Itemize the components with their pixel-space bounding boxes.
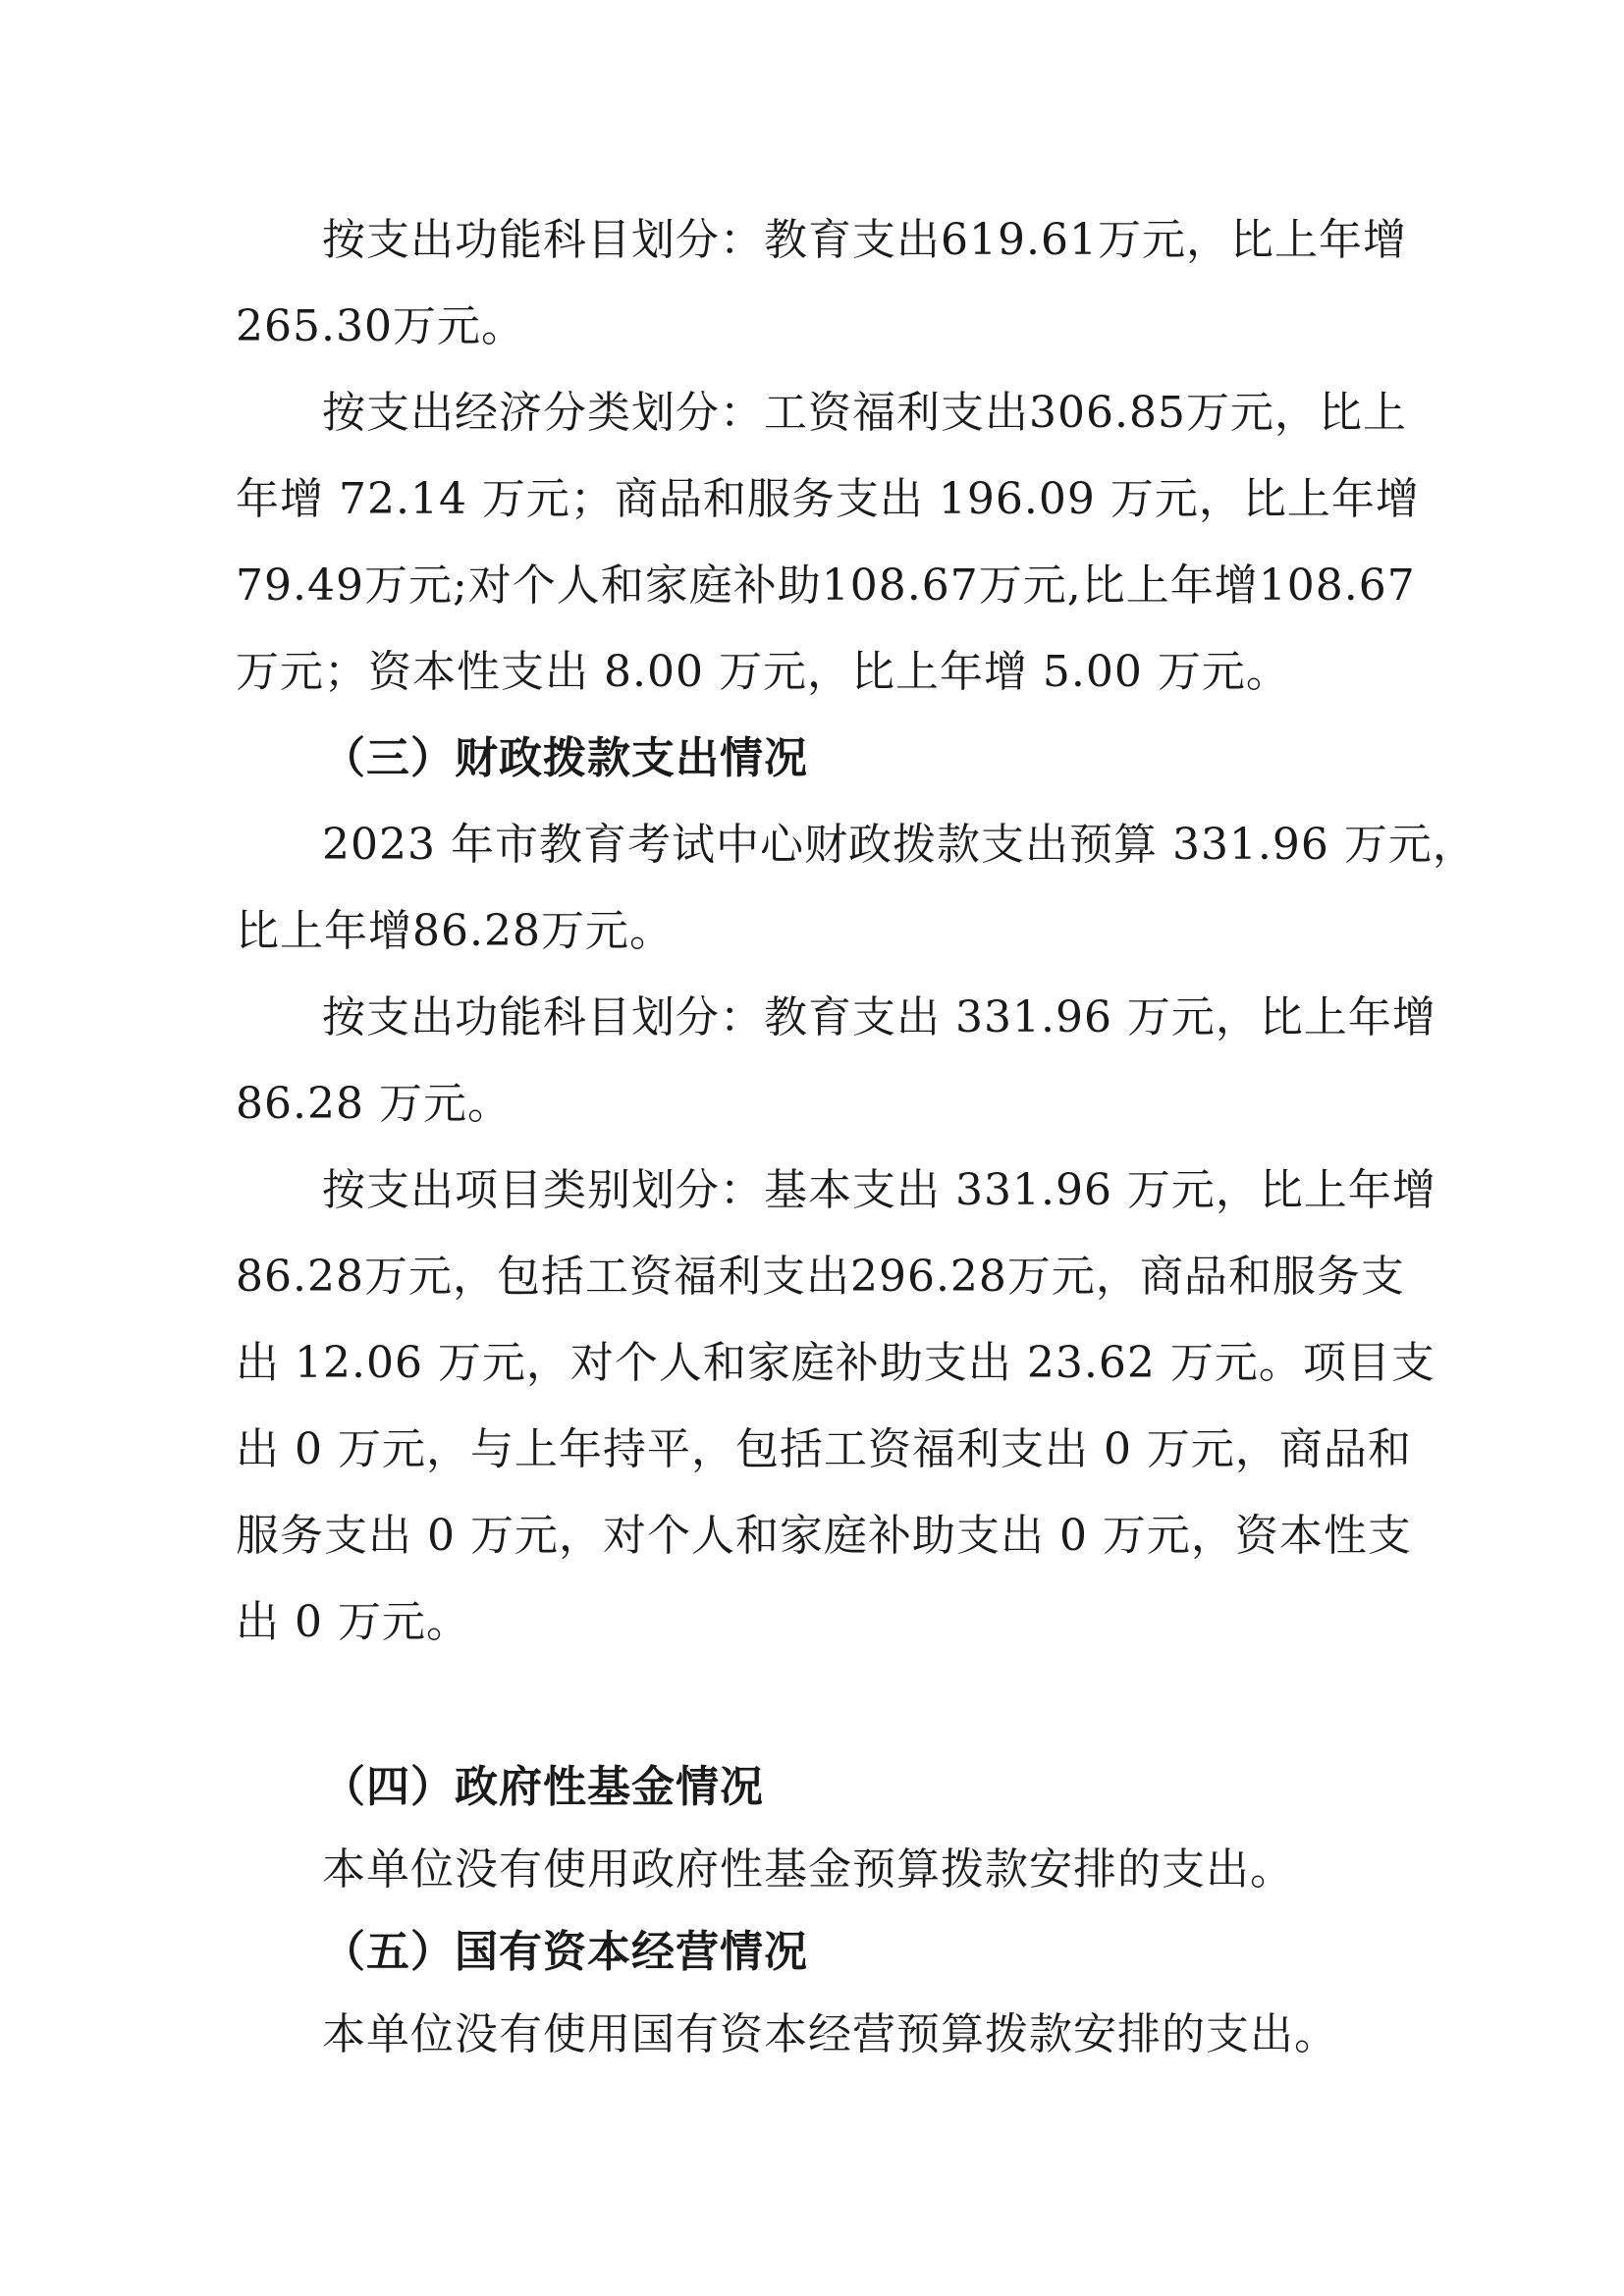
para-state-capital: 本单位没有使用国有资本经营预算拨款安排的支出。 [322,2009,1338,2059]
para-gov-fund: 本单位没有使用政府性基金预算拨款安排的支出。 [322,1844,1294,1895]
para-project-line-5: 服务支出 0 万元，对个人和家庭补助支出 0 万元，资本性支 [236,1511,1412,1561]
section-heading-4: （四）政府性基金情况 [322,1762,764,1812]
section-heading-3: （三）财政拨款支出情况 [322,733,808,783]
para-fiscal-line-2: 比上年增86.28万元。 [236,906,674,956]
para-economic-line-4: 万元；资本性支出 8.00 万元，比上年增 5.00 万元。 [236,647,1290,697]
para-economic-line-3: 79.49万元;对个人和家庭补助108.67万元,比上年增108.67 [236,561,1416,611]
para-fiscal-function-line-2: 86.28 万元。 [236,1079,512,1129]
para-project-line-4: 出 0 万元，与上年持平，包括工资福利支出 0 万元，商品和 [236,1424,1412,1474]
para-project-line-1: 按支出项目类别划分：基本支出 331.96 万元，比上年增 [322,1165,1436,1215]
para-economic-line-1: 按支出经济分类划分：工资福利支出306.85万元，比上 [322,388,1407,438]
para-project-line-2: 86.28万元，包括工资福利支出296.28万元，商品和服务支 [236,1252,1405,1302]
para-function-line-2: 265.30万元。 [236,301,525,351]
para-fiscal-function-line-1: 按支出功能科目划分：教育支出 331.96 万元，比上年增 [322,992,1436,1042]
para-economic-line-2: 年增 72.14 万元；商品和服务支出 196.09 万元，比上年增 [236,474,1420,524]
para-project-line-3: 出 12.06 万元，对个人和家庭补助支出 23.62 万元。项目支 [236,1338,1435,1388]
para-fiscal-line-1: 2023 年市教育考试中心财政拨款支出预算 331.96 万元， [322,820,1477,870]
section-heading-5: （五）国有资本经营情况 [322,1927,808,1977]
para-project-line-6: 出 0 万元。 [236,1597,470,1647]
para-function-line-1: 按支出功能科目划分：教育支出619.61万元，比上年增 [322,215,1407,265]
